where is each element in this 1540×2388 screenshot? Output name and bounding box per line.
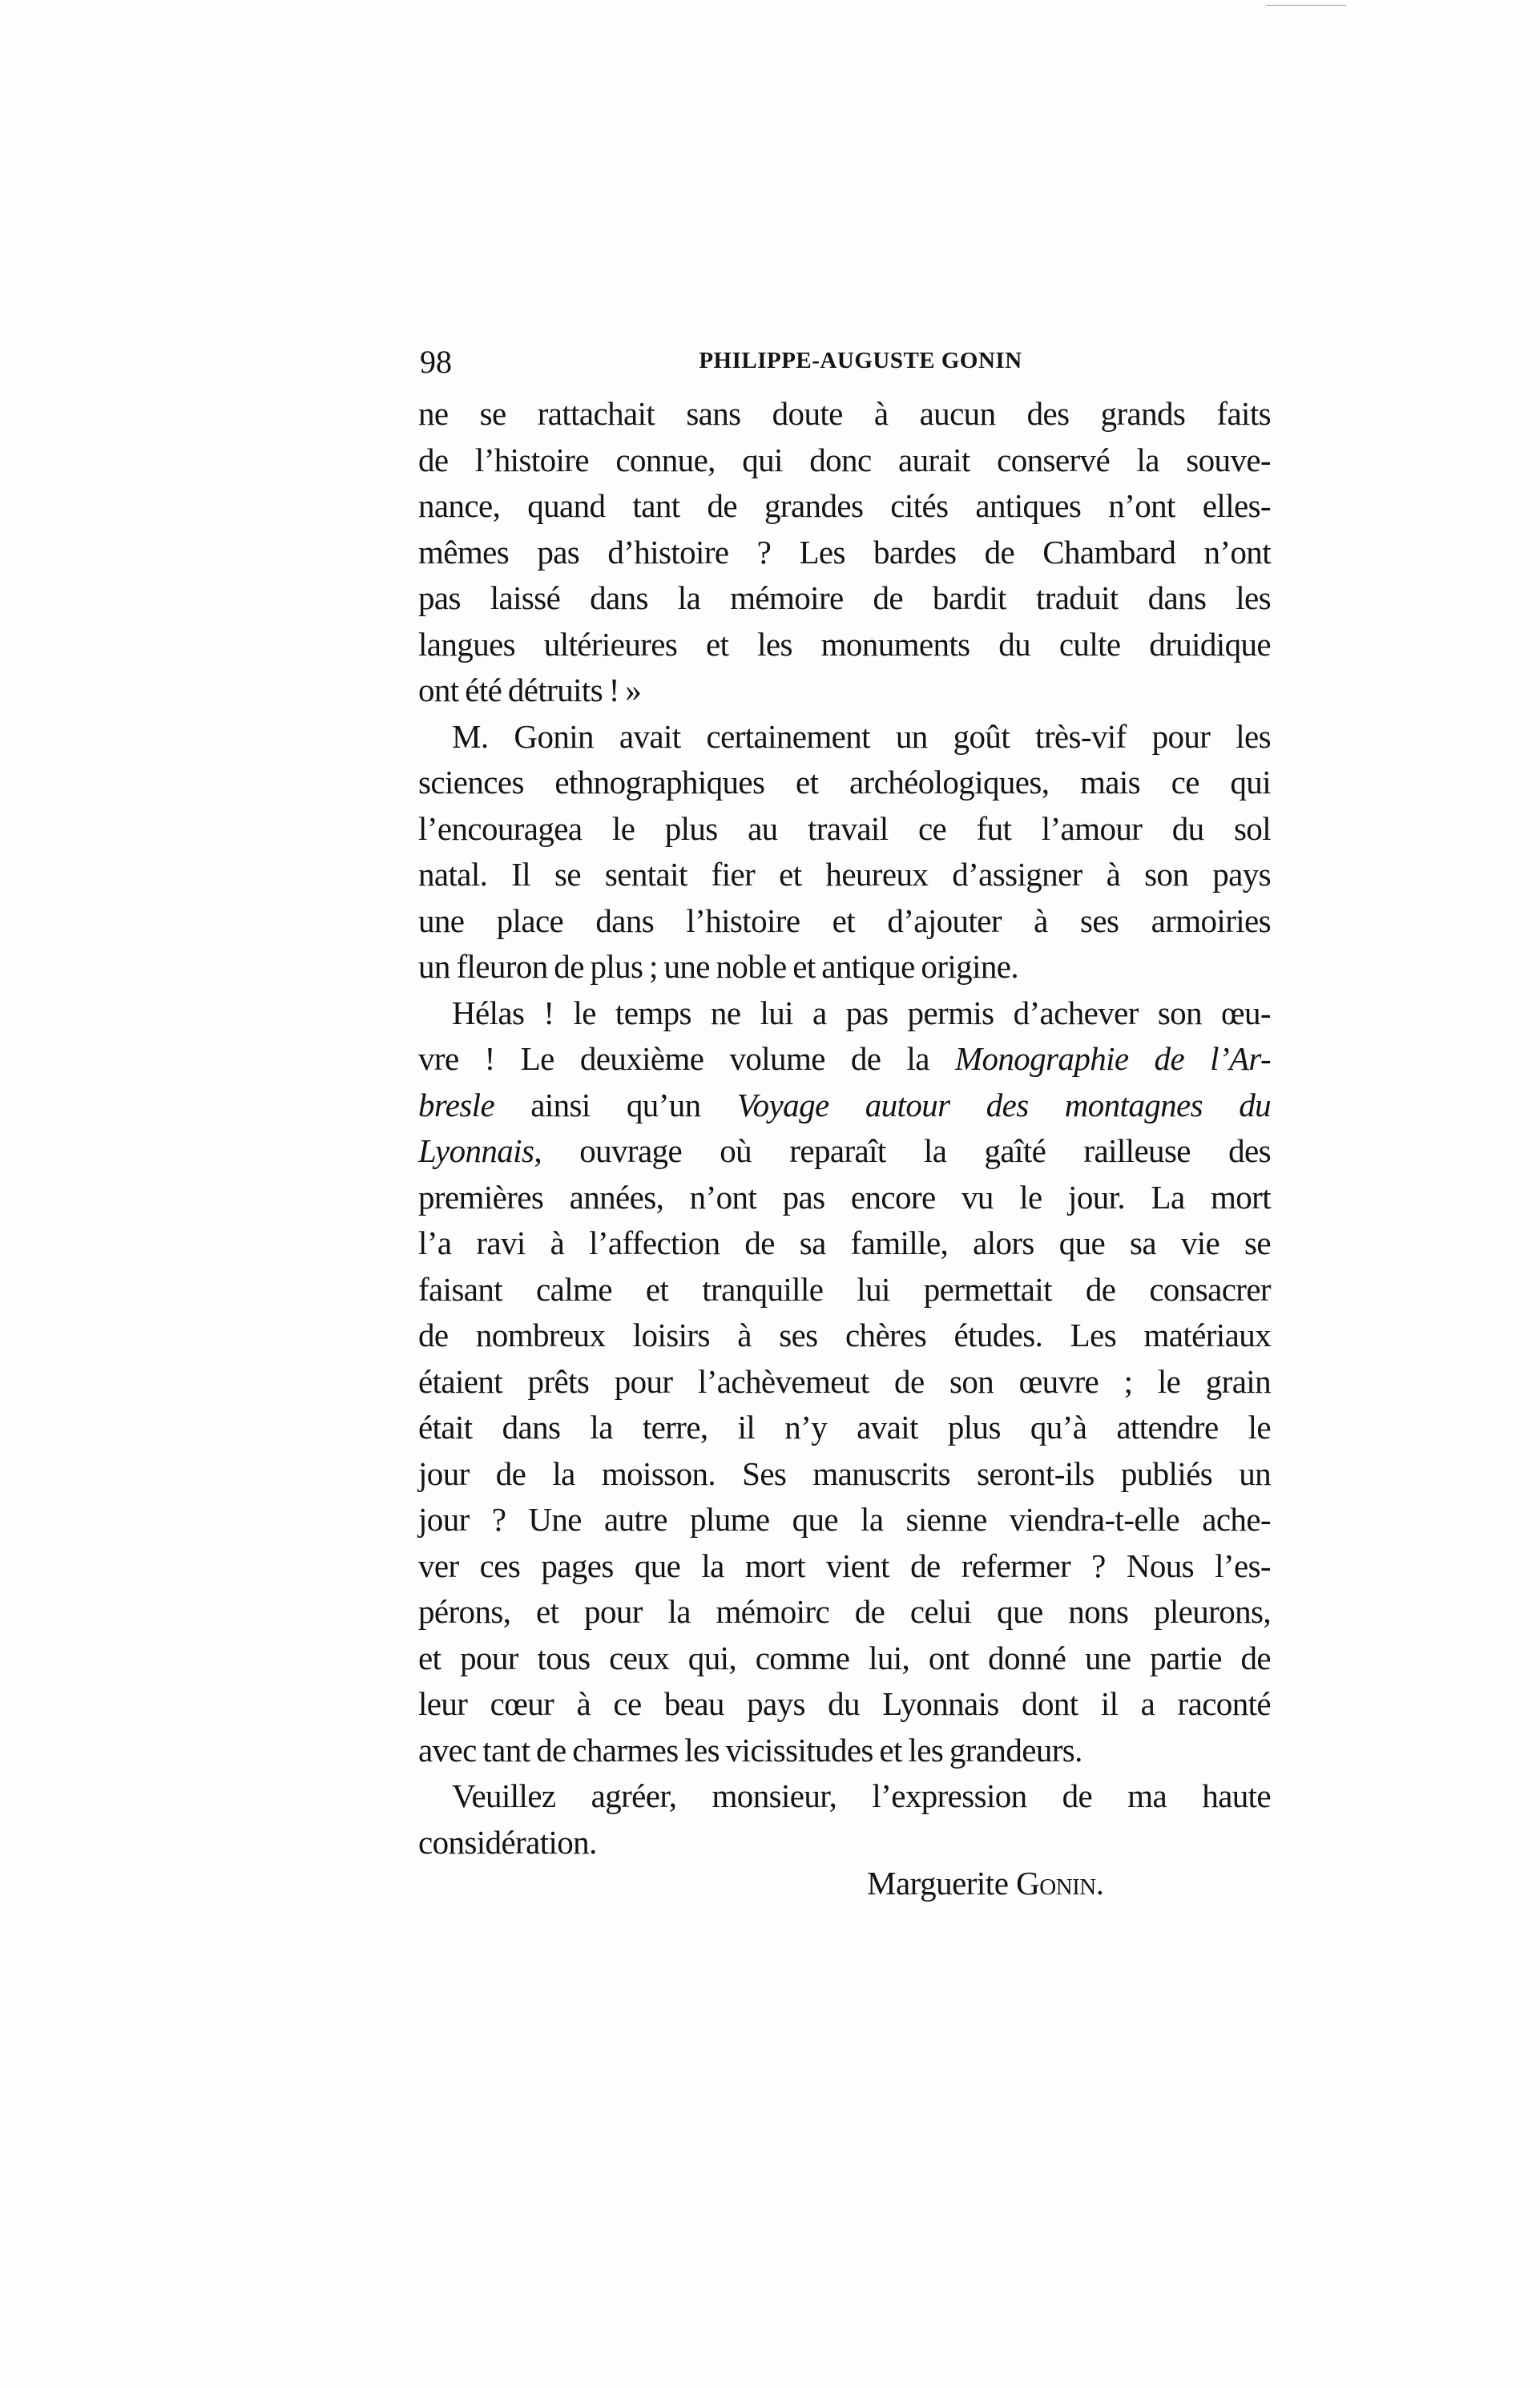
text-line [418,760,1271,806]
text-segment: faisant calme et tranquille lui permettait de consacrer [418,1270,1271,1308]
text-line [418,1681,1271,1728]
text-line [418,1128,1271,1175]
text-line [418,391,1271,438]
text-line [418,1175,1271,1221]
text-line [418,1543,1271,1590]
text-line [418,1267,1271,1313]
text-segment: langues ultérieures et les monuments du culte druidique [418,625,1271,663]
text-line [418,668,1271,714]
running-title: PHILIPPE-AUGUSTE GONIN [699,348,1022,373]
text-segment: de nombreux loisirs à ses chères études. Les matériaux [418,1317,1271,1353]
text-line [418,1773,1271,1820]
text-line [418,944,1271,990]
text-segment: , ouvrage où reparaît la gaîté railleuse des [534,1132,1271,1169]
text-line [418,898,1271,945]
text-segment: Veuillez agréer, monsieur, l’expression de ma haute [452,1777,1271,1814]
text-segment: avec tant de charmes les vicissitudes et les grandeurs. [418,1731,1082,1769]
italic-title-text: Lyonnais [418,1132,534,1169]
text-segment: considération. [418,1823,597,1861]
text-line [418,1359,1271,1406]
text-segment: pas laissé dans la mémoire de bardit traduit dans les [418,579,1271,616]
text-segment: premières années, n’ont pas encore vu le jour. La mort [418,1178,1271,1216]
text-segment: était dans la terre, il n’y avait plus qu’à attendre le [418,1409,1271,1446]
text-segment: jour ? Une autre plume que la sienne viendra-t-elle ache- [418,1501,1271,1538]
text-line [418,1083,1271,1129]
text-line [418,990,1271,1037]
italic-title-text: Voyage autour des montagnes du [736,1086,1271,1123]
italic-title-text: bresle [418,1086,495,1123]
letter-body [418,391,1271,1866]
text-segment: sciences ethnographiques et archéologiques, mais ce qui [418,764,1271,801]
text-segment: une place dans l’histoire et d’ajouter à ses armoiries [418,902,1271,939]
text-segment: mêmes pas d’histoire ? Les bardes de Chambard n’ont [418,533,1271,571]
text-segment: pérons, et pour la mémoirc de celui que nons pleurons, [418,1593,1271,1630]
signature-first-name: Marguerite [867,1865,1009,1902]
text-line [418,1451,1271,1498]
text-line [418,575,1271,622]
text-line [418,1036,1271,1083]
scan-artifact-line [1266,5,1346,6]
text-segment: étaient prêts pour l’achèvemeut de son œuvre ; le grain [418,1362,1271,1400]
text-segment: l’a ravi à l’affection de sa famille, alors que sa vie se [418,1224,1271,1261]
signature-last-name: Gonin. [1016,1865,1104,1902]
text-line [418,622,1271,668]
text-segment: leur cœur à ce beau pays du Lyonnais dont il a raconté [418,1685,1271,1722]
text-segment: ne se rattachait sans doute à aucun des grands faits [418,395,1271,432]
text-segment: ont été détruits ! » [418,672,642,708]
text-segment: ainsi qu’un [494,1086,737,1123]
text-line [418,1728,1271,1774]
text-segment: et pour tous ceux qui, comme lui, ont donné une partie de [418,1639,1271,1676]
text-line [418,530,1271,576]
text-segment: ver ces pages que la mort vient de refermer ? Nous l’es- [418,1547,1271,1584]
text-segment: vre ! Le deuxième volume de la [418,1040,955,1077]
text-line [418,1636,1271,1682]
text-segment: M. Gonin avait certainement un goût très-vif pour les [452,717,1271,755]
text-segment: jour de la moisson. Ses manuscrits seront-ils publiés un [418,1454,1271,1492]
text-line [418,852,1271,898]
text-line [418,438,1271,484]
text-line [418,714,1271,760]
text-line [418,806,1271,853]
text-segment: l’encouragea le plus au travail ce fut l’amour du sol [418,809,1271,847]
text-segment: de l’histoire connue, qui donc aurait conservé la souve- [418,441,1271,478]
text-segment: un fleuron de plus ; une noble et antique origine. [418,948,1019,985]
page-number: 98 [420,344,452,380]
text-segment: natal. Il se sentait fier et heureux d’assigner à son pays [418,856,1271,893]
text-line [418,1220,1271,1267]
text-line [418,1820,1271,1866]
page-header [420,343,1269,383]
text-line [418,1497,1271,1543]
text-segment: nance, quand tant de grandes cités antiques n’ont elles- [418,487,1271,524]
text-segment: Hélas ! le temps ne lui a pas permis d’achever son œu- [452,994,1271,1031]
signature [867,1864,1104,1902]
text-line [418,1313,1271,1359]
italic-title-text: Monographie de l’Ar- [954,1040,1271,1077]
text-line [418,1405,1271,1451]
text-line [418,1589,1271,1636]
text-line [418,483,1271,530]
